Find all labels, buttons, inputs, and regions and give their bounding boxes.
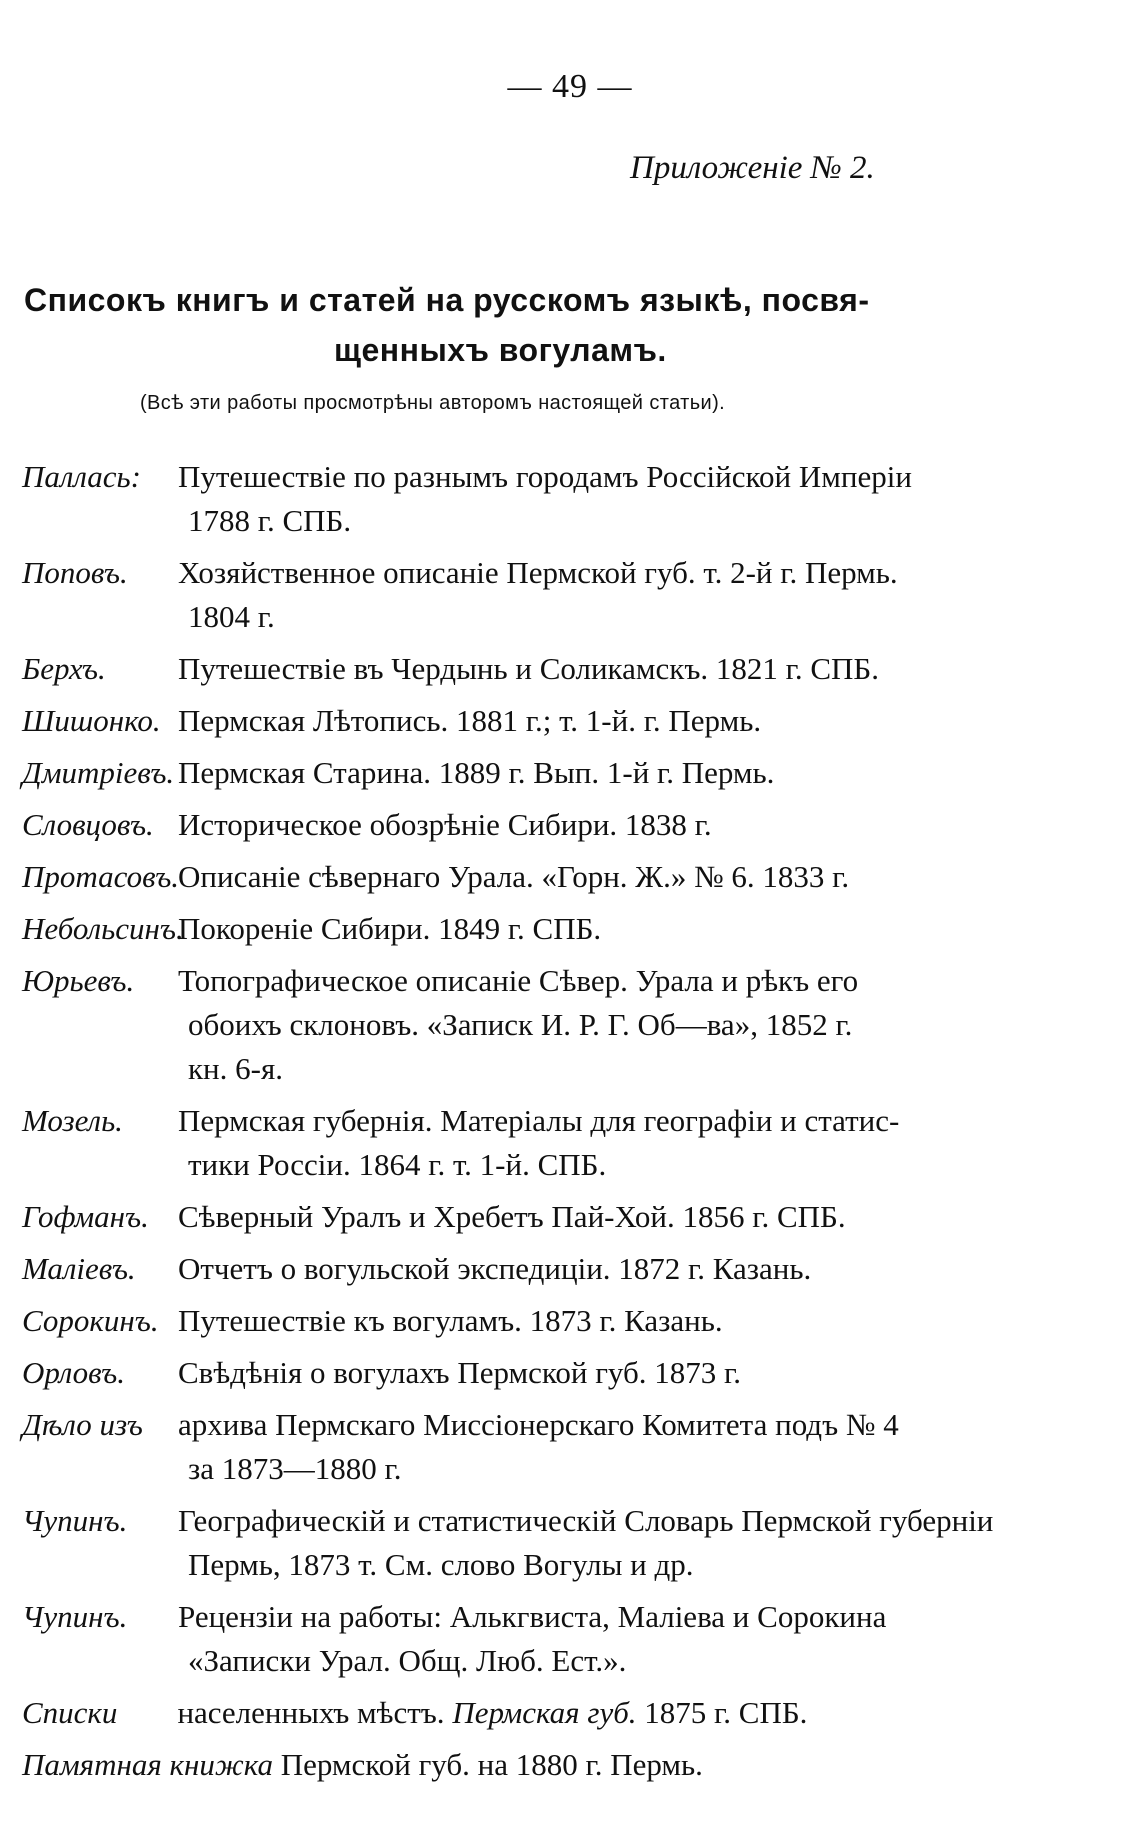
bibliography-entry — [0, 1195, 1140, 1239]
entry-author: Протасовъ. — [22, 859, 180, 894]
entry-text — [178, 751, 1008, 795]
entry-text — [178, 1499, 1008, 1587]
tail-lead: Списки — [22, 1695, 118, 1730]
bibliography-entry — [0, 1299, 1140, 1343]
entry-line: Топографическое описаніе Сѣвер. Урала и рѣкъ его — [178, 963, 859, 998]
entry-text — [178, 855, 1008, 899]
entry-line: обоихъ склоновъ. «Записк И. Р. Г. Об—ва», 1852 г. — [188, 1007, 853, 1042]
entry-line: «Записки Урал. Общ. Люб. Ест.». — [188, 1643, 627, 1678]
list-title — [24, 275, 1034, 375]
bibliography-entry — [0, 1499, 1140, 1587]
bibliography-entry — [0, 1403, 1140, 1491]
tail-text: населенныхъ мѣстъ. — [177, 1695, 445, 1730]
entry-author: Словцовъ. — [22, 807, 154, 842]
entry-text — [178, 1595, 1008, 1683]
entry-line: Рецензіи на работы: Алькгвиста, Маліева и Сорокина — [178, 1599, 887, 1634]
bibliography-entry — [0, 855, 1140, 899]
entry-text — [178, 803, 1008, 847]
tail-lead: Памятная книжка — [22, 1747, 273, 1782]
entry-author: Маліевъ. — [22, 1251, 136, 1286]
bibliography-entry — [0, 551, 1140, 639]
entry-line: кн. 6-я. — [188, 1051, 283, 1086]
entry-line: Историческое обозрѣніе Сибири. 1838 г. — [178, 807, 712, 842]
entry-text — [178, 959, 1008, 1091]
entry-author: Берхъ. — [22, 651, 106, 686]
bibliography-entry — [0, 1099, 1140, 1187]
title-line-2: щенныхъ вогуламъ. — [334, 332, 667, 368]
entry-text — [178, 1351, 1008, 1395]
bibliography-entry — [0, 959, 1140, 1091]
tail-text: Пермской губ. на 1880 г. Пермь. — [280, 1747, 703, 1782]
entry-line: Путешествіе по разнымъ городамъ Россійской Имперіи — [178, 459, 912, 494]
tail-entry-lists — [22, 1691, 1022, 1735]
entry-text — [178, 455, 1008, 543]
title-line-1: Списокъ книгъ и статей на русскомъ языкѣ, посвя- — [24, 282, 870, 318]
entry-text — [178, 907, 1008, 951]
entry-line: Географическій и статистическій Словарь Пермской губерніи — [178, 1503, 994, 1538]
entry-text — [178, 1299, 1008, 1343]
entry-text — [178, 647, 1008, 691]
entry-author: Чупинъ. — [22, 1503, 128, 1538]
entry-author: Орловъ. — [22, 1355, 125, 1390]
entry-text — [178, 1403, 1008, 1491]
entry-line: Пермская губернія. Матеріалы для географіи и статис- — [178, 1103, 900, 1138]
bibliography-entry — [0, 647, 1140, 691]
bibliography-entry — [0, 907, 1140, 951]
entry-text — [178, 699, 1008, 743]
entry-text — [178, 551, 1008, 639]
bibliography-entry — [0, 455, 1140, 543]
entry-text — [178, 1099, 1008, 1187]
bibliography-entry — [0, 1247, 1140, 1291]
entry-line: Путешествіе къ вогуламъ. 1873 г. Казань. — [178, 1303, 723, 1338]
entry-author: Шишонко. — [22, 703, 161, 738]
entry-line: Хозяйственное описаніе Пермской губ. т. 2-й г. Пермь. — [178, 555, 898, 590]
bibliography-entry — [0, 803, 1140, 847]
entry-line: 1788 г. СПБ. — [188, 503, 352, 538]
entry-text — [178, 1247, 1008, 1291]
entry-author: Дѣло изъ — [22, 1407, 143, 1442]
entry-line: Сѣверный Уралъ и Хребетъ Пай-Хой. 1856 г. СПБ. — [178, 1199, 846, 1234]
entry-line: Покореніе Сибири. 1849 г. СПБ. — [178, 911, 602, 946]
entry-line: архива Пермскаго Миссіонерскаго Комитета подъ № 4 — [178, 1407, 899, 1442]
entry-author: Сорокинъ. — [22, 1303, 159, 1338]
bibliography-entry — [0, 1595, 1140, 1683]
bibliography-entry — [0, 1351, 1140, 1395]
entry-author: Чупинъ. — [22, 1599, 128, 1634]
title-note: (Всѣ эти работы просмотрѣны авторомъ настоящей статьи). — [140, 392, 726, 414]
entry-author: Мозель. — [22, 1103, 123, 1138]
entry-line: Пермь, 1873 т. См. слово Вогулы и др. — [188, 1547, 694, 1582]
entry-author: Поповъ. — [22, 555, 128, 590]
entry-line: Описаніе сѣвернаго Урала. «Горн. Ж.» № 6. 1833 г. — [178, 859, 850, 894]
entry-line: Пермская Старина. 1889 г. Вып. 1-й г. Пермь. — [178, 755, 775, 790]
entry-author: Небольсинъ. — [22, 911, 184, 946]
entry-line: Отчетъ о вогульской экспедиціи. 1872 г. Казань. — [178, 1251, 812, 1286]
page-number: — 49 — — [507, 68, 633, 105]
entry-line: за 1873—1880 г. — [188, 1451, 402, 1486]
bibliography-entry — [0, 699, 1140, 743]
entry-author: Дмитріевъ. — [22, 755, 175, 790]
tail-end: 1875 г. СПБ. — [644, 1695, 808, 1730]
bibliography-list — [0, 455, 1140, 1787]
entry-line: Свѣдѣнія о вогулахъ Пермской губ. 1873 г. — [178, 1355, 741, 1390]
entry-line: тики Россіи. 1864 г. т. 1-й. СПБ. — [188, 1147, 607, 1182]
entry-line: Пермская Лѣтопись. 1881 г.; т. 1-й. г. Пермь. — [178, 703, 762, 738]
entry-author: Гофманъ. — [22, 1199, 149, 1234]
bibliography-entry — [0, 751, 1140, 795]
appendix-label: Приложеніе № 2. — [630, 150, 875, 186]
entry-line: 1804 г. — [188, 599, 275, 634]
entry-line: Путешествіе въ Чердынь и Соликамскъ. 1821 г. СПБ. — [178, 651, 879, 686]
tail-entry-memo — [22, 1743, 1022, 1787]
entry-text — [178, 1195, 1008, 1239]
entry-author: Юрьевъ. — [22, 963, 135, 998]
tail-italic: Пермская губ. — [452, 1695, 637, 1730]
entry-author: Паллась: — [22, 459, 141, 494]
